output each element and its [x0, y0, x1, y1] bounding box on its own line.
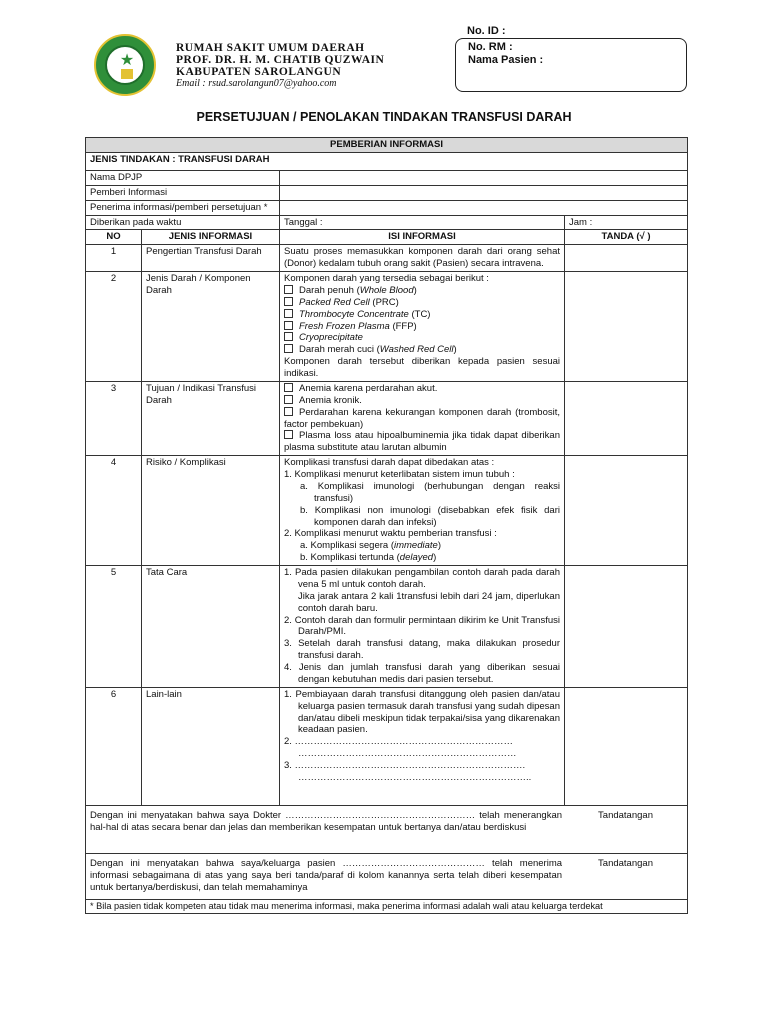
row-mark-cell[interactable]: [565, 456, 688, 566]
row-number: 1: [86, 245, 142, 272]
table-row: [86, 272, 688, 382]
hospital-name-line-2: PROF. DR. H. M. CHATIB QUZWAIN: [176, 54, 385, 66]
row-number: 3: [86, 381, 142, 455]
list-item: a. Komplikasi segera (immediate): [300, 540, 441, 552]
hospital-emblem-icon: ★: [94, 34, 156, 96]
list-item: Anemia kronik.: [284, 395, 560, 407]
row-mark-cell[interactable]: [565, 381, 688, 455]
section-title: PEMBERIAN INFORMASI: [86, 138, 688, 153]
row-info-type: Jenis Darah / Komponen Darah: [142, 272, 280, 382]
content-intro: Komplikasi transfusi darah dapat dibedakan atas :: [284, 457, 495, 469]
list-item: Anemia karena perdarahan akut.: [284, 383, 560, 395]
list-item: Packed Red Cell (PRC): [284, 297, 560, 309]
list-item[interactable]: ………………………………………………………………..: [298, 771, 532, 783]
patient-name-label: Nama Pasien :: [468, 54, 544, 66]
row-info-type: Tujuan / Indikasi Transfusi Darah: [142, 381, 280, 455]
recipient-field[interactable]: [280, 200, 688, 215]
list-item: Plasma loss atau hipoalbuminemia jika tidak dapat diberikan plasma substitute atau larutan albumin: [284, 430, 560, 454]
row-info-type: Lain-lain: [142, 687, 280, 805]
row-mark-cell[interactable]: [565, 245, 688, 272]
column-no: NO: [86, 230, 142, 245]
time-given-label: Diberikan pada waktu: [86, 215, 280, 230]
table-row: [86, 456, 688, 566]
list-item[interactable]: 3. ……………………………………………………………….: [284, 760, 526, 771]
document-header: [0, 0, 768, 110]
procedure-type: JENIS TINDAKAN : TRANSFUSI DARAH: [86, 152, 688, 170]
row-number: 5: [86, 566, 142, 688]
hospital-name-line-1: RUMAH SAKIT UMUM DAERAH: [176, 42, 365, 54]
list-item: b. Komplikasi tertunda (delayed): [300, 552, 437, 564]
list-item: b. Komplikasi non imunologi (disebabkan efek fisik dari komponen darah dan infeksi): [300, 504, 560, 528]
list-item: Jika jarak antara 2 kali 1transfusi lebih dari 24 jam, diperlukan contoh darah baru.: [298, 590, 560, 614]
patient-statement-text: Dengan ini menyatakan bahwa saya/keluarga pasien ……………………………………… telah menerima informasi sebagaimana di atas yang saya beri tanda/paraf di kolom kanannya serta telah diberi kesempatan untuk bertanya/berdiskusi, dan telah memahaminya: [90, 857, 563, 893]
dpjp-field[interactable]: [280, 170, 688, 185]
list-item: 4. Jenis dan jumlah transfusi darah yang diberikan sesuai dengan kebutuhan medis dari pasien tersebut.: [284, 662, 560, 685]
list-item: Thrombocyte Concentrate (TC): [284, 309, 560, 321]
row-number: 4: [86, 456, 142, 566]
patient-id-label: No. ID :: [467, 25, 506, 37]
table-row: [86, 566, 688, 688]
doctor-signature-label[interactable]: Tandatangan: [598, 809, 653, 821]
column-info-content: ISI INFORMASI: [280, 230, 565, 245]
list-item: 1. Komplikasi menurut keterlibatan sistem imun tubuh :: [284, 469, 515, 480]
date-field[interactable]: Tanggal :: [280, 215, 565, 230]
list-item: Darah merah cuci (Washed Red Cell): [284, 344, 560, 356]
row-info-type: Pengertian Transfusi Darah: [142, 245, 280, 272]
list-item: 2. Komplikasi menurut waktu pemberian transfusi :: [284, 528, 497, 540]
list-item: 3. Setelah darah transfusi datang, maka dilakukan prosedur transfusi darah.: [284, 638, 560, 662]
informer-label: Pemberi Informasi: [86, 185, 280, 200]
row-mark-cell[interactable]: [565, 687, 688, 805]
table-row: [86, 381, 688, 455]
doctor-statement: [86, 805, 688, 853]
informer-field[interactable]: [280, 185, 688, 200]
table-row: [86, 687, 688, 805]
time-field[interactable]: Jam :: [565, 215, 688, 230]
recipient-label: Penerima informasi/pemberi persetujuan *: [86, 200, 280, 215]
medical-record-number-label: No. RM :: [468, 41, 513, 53]
row-number: 2: [86, 272, 142, 382]
list-item: Cryoprecipitate: [284, 332, 560, 344]
row-info-type: Tata Cara: [142, 566, 280, 688]
list-item: 1. Pada pasien dilakukan pengambilan contoh darah pada darah vena 5 ml untuk contoh darah.: [284, 567, 560, 590]
content-outro: Komponen darah tersebut diberikan kepada pasien sesuai indikasi.: [284, 356, 560, 379]
row-info-content: Suatu proses memasukkan komponen darah dari orang sehat (Donor) kedalam tubuh orang sakit (Pasien) secara intravena.: [280, 245, 565, 272]
row-mark-cell[interactable]: [565, 272, 688, 382]
list-item[interactable]: ……………………………………………………………: [298, 748, 517, 760]
patient-info-box: [455, 38, 687, 92]
column-info-type: JENIS INFORMASI: [142, 230, 280, 245]
row-info-type: Risiko / Komplikasi: [142, 456, 280, 566]
doctor-statement-text: Dengan ini menyatakan bahwa saya Dokter …………………………………………………… telah menerangkan hal-hal di atas secara benar dan jelas dan memberikan kesempatan untuk bertanya dan/atau berdiskusi: [90, 809, 563, 833]
patient-statement: [86, 853, 688, 899]
hospital-name-line-3: KABUPATEN SAROLANGUN: [176, 66, 342, 78]
row-mark-cell[interactable]: [565, 566, 688, 688]
list-item: 1. Pembiayaan darah transfusi ditanggung oleh pasien dan/atau keluarga pasien termasuk darah transfusi yang sudah dipesan dan/atau dibeli meskipun tidak terpakai/sisa yang dikarenakan keadaan pasien.: [284, 688, 560, 736]
consent-form-table: [85, 137, 688, 914]
list-item: Perdarahan karena kekurangan komponen darah (trombosit, factor pembekuan): [284, 406, 560, 430]
table-row: [86, 245, 688, 272]
row-info-content: [280, 687, 565, 805]
column-signature-mark: TANDA (√ ): [565, 230, 688, 245]
list-item: Fresh Frozen Plasma (FFP): [284, 321, 560, 333]
dpjp-label: Nama DPJP: [86, 170, 280, 185]
hospital-email: Email : rsud.sarolangun07@yahoo.com: [176, 78, 337, 89]
row-info-content: [280, 456, 565, 566]
footnote: * Bila pasien tidak kompeten atau tidak mau menerima informasi, maka penerima informasi adalah wali atau keluarga terdekat: [86, 899, 688, 914]
list-item: 2. Contoh darah dan formulir permintaan dikirim ke Unit Transfusi Darah/PMI.: [284, 614, 560, 638]
row-info-content: [280, 272, 565, 382]
form-title: PERSETUJUAN / PENOLAKAN TINDAKAN TRANSFUSI DARAH: [196, 110, 572, 124]
row-info-content: [280, 381, 565, 455]
list-item: a. Komplikasi imunologi (berhubungan dengan reaksi transfusi): [300, 480, 560, 504]
patient-signature-label[interactable]: Tandatangan: [598, 857, 653, 869]
row-info-content: [280, 566, 565, 688]
row-number: 6: [86, 687, 142, 805]
list-item[interactable]: 2. ……………………………………………………………: [284, 736, 514, 748]
content-intro: Komponen darah yang tersedia sebagai berikut :: [284, 273, 489, 284]
hospital-name-block: [176, 42, 384, 90]
list-item: Darah penuh (Whole Blood): [284, 285, 560, 297]
